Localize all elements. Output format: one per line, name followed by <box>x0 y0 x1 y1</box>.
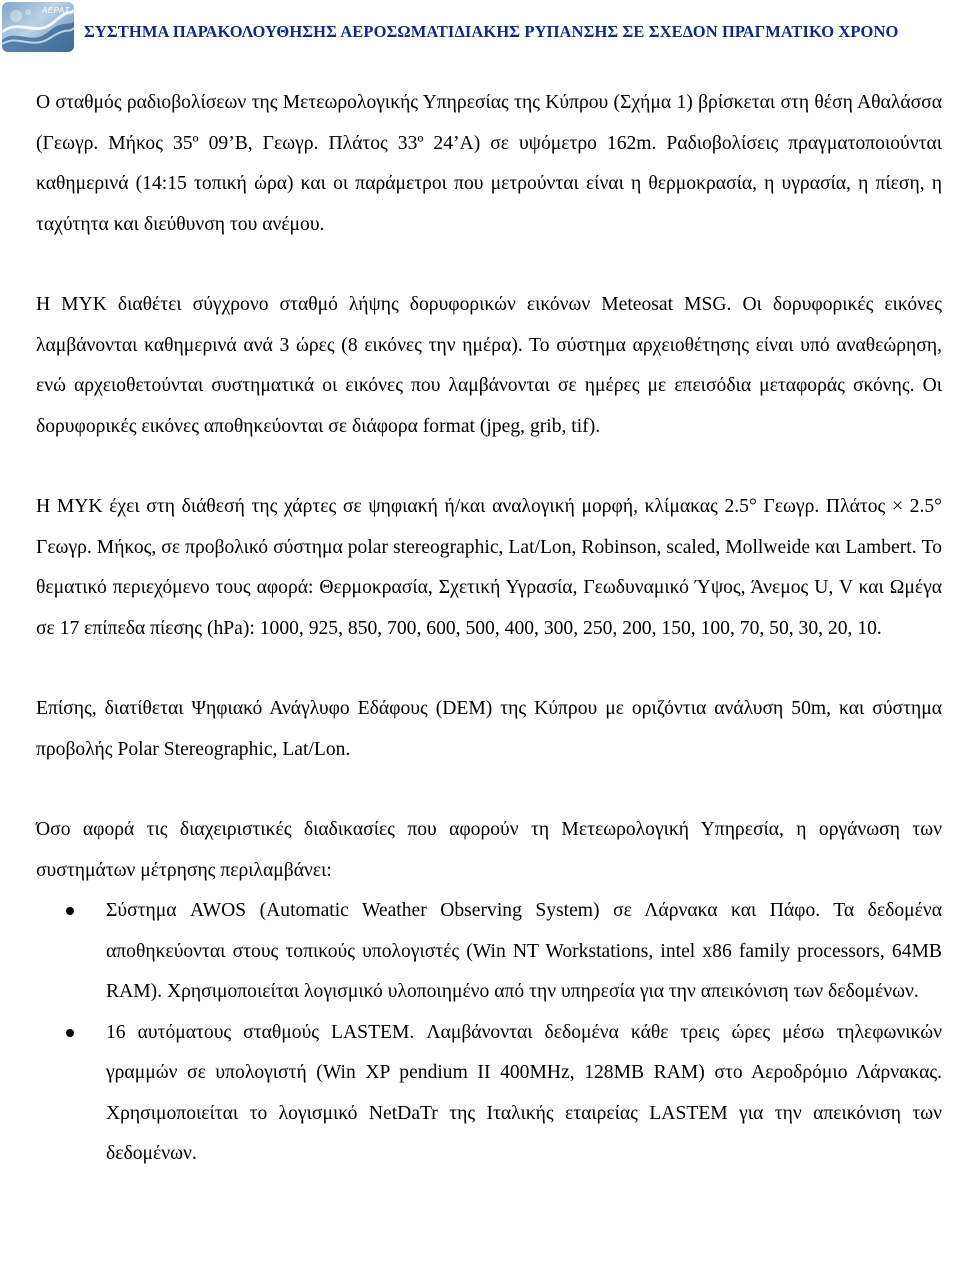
list-item-lastem <box>36 1013 942 1175</box>
page-header <box>0 0 960 58</box>
bullet-icon <box>66 907 74 915</box>
paragraph-measurement-systems-intro: Όσο αφορά τις διαχειριστικές διαδικασίες που αφορούν τη Μετεωρολογική Υπηρεσία, η οργάνωση των συστημάτων μέτρησης περιλαμβάνει: <box>36 819 942 881</box>
list-item-text: Σύστημα AWOS (Automatic Weather Observing System) σε Λάρνακα και Πάφο. Τα δεδομένα αποθηκεύονται στους τοπικούς υπολογιστές (Win NT Workstations, intel x86 family processors, 64MB RAM). Χρησιμοποιείται λογισμικό υλοποιημένο από την υπηρεσία για την απεικόνιση των δεδομένων. <box>106 900 942 1002</box>
paragraph-maps: Η ΜΥΚ έχει στη διάθεσή της χάρτες σε ψηφιακή ή/και αναλογική μορφή, κλίμακας 2.5° Γεωγρ. Πλάτος × 2.5° Γεωγρ. Μήκος, σε προβολικό σύστημα polar stereographic, Lat/Lon, Robinson, scaled, Mollweide και Lambert. Το θεματικό περιεχόμενο τους αφορά: Θερμοκρασία, Σχετική Υγρασία, Γεωδυναμικό Ύψος, Άνεμος U, V και Ωμέγα σε 17 επίπεδα πίεσης (hPa): 1000, 925, 850, 700, 600, 500, 400, 300, 250, 200, 150, 100, 70, 50, 30, 20, 10. <box>36 496 942 639</box>
paragraph-satellite-images: Η ΜΥΚ διαθέτει σύγχρονο σταθμό λήψης δορυφορικών εικόνων Meteosat MSG. Οι δορυφορικές εικόνες λαμβάνονται καθημερινά ανά 3 ώρες (8 εικόνες την ημέρα). Το σύστημα αρχειοθέτησης είναι υπό αναθεώρηση, ενώ αρχειοθετούνται συστηματικά οι εικόνες που λαμβάνονται σε ημέρες με επεισόδια μεταφοράς σκόνης. Οι δορυφορικές εικόνες αποθηκεύονται σε διάφορα format (jpeg, grib, tif). <box>36 294 942 437</box>
document-header-title: ΣΥΣΤΗΜΑ ΠΑΡΑΚΟΛΟΥΘΗΣΗΣ ΑΕΡΟΣΩΜΑΤΙΔΙΑΚΗΣ ΡΥΠΑΝΣΗΣ ΣΕ ΣΧΕΔΟΝ ΠΡΑΓΜΑΤΙΚΟ ΧΡΟΝΟ <box>84 22 899 41</box>
list-item-awos <box>36 891 942 1013</box>
paragraph-radiosonde-station: Ο σταθμός ραδιοβολίσεων της Μετεωρολογικής Υπηρεσίας της Κύπρου (Σχήμα 1) βρίσκεται στη θέση Αθαλάσσα (Γεωγρ. Μήκος 35º 09’Β, Γεωγρ. Πλάτος 33º 24’Α) σε υψόμετρο 162m. Ραδιοβολίσεις πραγματοποιούνται καθημερινά (14:15 τοπική ώρα) και οι παράμετροι που μετρούνται είναι η θερμοκρασία, η υγρασία, η πίεση, η ταχύτητα και διεύθυνση του ανέμου. <box>36 92 942 235</box>
aeras-logo <box>2 2 74 52</box>
document-body <box>36 83 942 1175</box>
logo-text: AEPAΣ <box>41 6 70 15</box>
paragraph-dem: Επίσης, διατίθεται Ψηφιακό Ανάγλυφο Εδάφους (DEM) της Κύπρου με οριζόντια ανάλυση 50m, και σύστημα προβολής Polar Stereographic, Lat/Lon. <box>36 698 942 760</box>
measurement-systems-list <box>36 891 942 1175</box>
list-item-text: 16 αυτόματους σταθμούς LASTEM. Λαμβάνονται δεδομένα κάθε τρεις ώρες μέσω τηλεφωνικών γραμμών σε υπολογιστή (Win XP pendium II 400MHz, 128MB RAM) στο Αεροδρόμιο Λάρνακας. Χρησιμοποιείται το λογισμικό NetDaTr της Ιταλικής εταιρείας LASTEM για την απεικόνιση των δεδομένων. <box>106 1021 942 1164</box>
bullet-icon <box>66 1029 74 1037</box>
